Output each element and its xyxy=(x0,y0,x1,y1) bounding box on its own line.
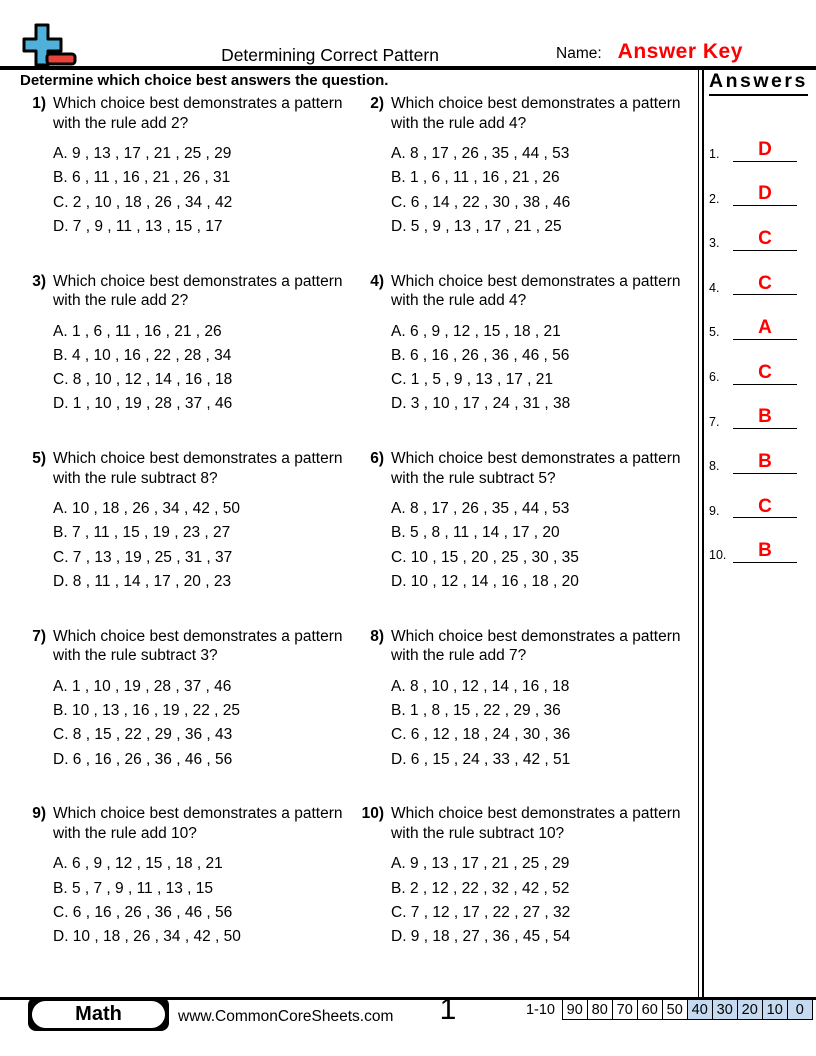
choice-list xyxy=(53,675,355,772)
question-body xyxy=(391,94,693,272)
question-body xyxy=(53,449,355,627)
answer-blank: D xyxy=(733,139,797,162)
score-cell: 20 xyxy=(737,999,764,1020)
choice-option: C. 8 , 15 , 22 , 29 , 36 , 43 xyxy=(53,726,233,744)
question-block xyxy=(20,627,358,805)
score-cell: 10 xyxy=(762,999,789,1020)
name-row xyxy=(556,40,743,64)
choice-option: D. 10 , 12 , 14 , 16 , 18 , 20 xyxy=(391,573,579,591)
choice-list xyxy=(391,675,693,772)
answer-number: 2. xyxy=(709,191,720,206)
question-text: Which choice best demonstrates a pattern with the rule add 10? xyxy=(53,805,343,842)
answer-blank: B xyxy=(733,540,797,563)
score-cell: 0 xyxy=(787,999,814,1020)
answers-panel xyxy=(698,68,816,998)
choice-option: C. 7 , 13 , 19 , 25 , 31 , 37 xyxy=(53,548,233,566)
answer-blank: B xyxy=(733,451,797,474)
question-number: 4) xyxy=(370,272,384,290)
answer-item xyxy=(709,340,816,385)
question-text: Which choice best demonstrates a pattern with the rule add 2? xyxy=(53,272,343,310)
answer-item xyxy=(709,474,816,519)
question-body xyxy=(53,272,355,450)
answer-key-text: Answer Key xyxy=(617,40,743,63)
answer-number: 6. xyxy=(709,370,720,385)
choice-option: B. 6 , 11 , 16 , 21 , 26 , 31 xyxy=(53,169,231,187)
score-grid xyxy=(526,999,813,1020)
question-text: Which choice best demonstrates a pattern with the rule add 4? xyxy=(391,95,681,132)
question-number: 2) xyxy=(370,95,384,112)
choice-list xyxy=(53,142,355,239)
answer-item xyxy=(709,162,816,207)
choice-option: C. 8 , 10 , 12 , 14 , 16 , 18 xyxy=(53,371,233,389)
choice-option: B. 6 , 16 , 26 , 36 , 46 , 56 xyxy=(391,346,570,364)
choice-option: C. 10 , 15 , 20 , 25 , 30 , 35 xyxy=(391,548,579,566)
choice-list xyxy=(391,320,693,417)
worksheet-title: Determining Correct Pattern xyxy=(221,45,439,65)
answer-item xyxy=(709,251,816,296)
choice-option: D. 9 , 18 , 27 , 36 , 45 , 54 xyxy=(391,928,571,946)
subject-badge-label: Math xyxy=(32,1001,165,1028)
minus-icon xyxy=(47,54,75,64)
choice-option: B. 1 , 6 , 11 , 16 , 21 , 26 xyxy=(391,169,560,187)
choice-option: B. 1 , 8 , 15 , 22 , 29 , 36 xyxy=(391,702,561,720)
questions-grid xyxy=(20,94,698,982)
answer-blank: C xyxy=(733,273,797,296)
choice-option: B. 2 , 12 , 22 , 32 , 42 , 52 xyxy=(391,879,570,897)
score-cell: 80 xyxy=(587,999,614,1020)
score-cell: 90 xyxy=(562,999,589,1020)
choice-option: B. 10 , 13 , 16 , 19 , 22 , 25 xyxy=(53,702,240,720)
answer-blank: C xyxy=(733,362,797,385)
question-number: 3) xyxy=(32,272,46,290)
answer-number: 7. xyxy=(709,414,720,429)
choice-option: C. 6 , 12 , 18 , 24 , 30 , 36 xyxy=(391,726,571,744)
answer-number: 9. xyxy=(709,503,720,518)
score-cells xyxy=(563,999,813,1020)
question-text: Which choice best demonstrates a pattern with the rule add 7? xyxy=(391,627,681,665)
choice-list xyxy=(391,852,693,949)
instruction-text: Determine which choice best answers the question. xyxy=(20,72,389,89)
answer-item xyxy=(709,385,816,430)
question-text: Which choice best demonstrates a pattern with the rule subtract 3? xyxy=(53,627,343,665)
choice-option: D. 10 , 18 , 26 , 34 , 42 , 50 xyxy=(53,928,241,946)
score-cell: 70 xyxy=(612,999,639,1020)
answers-content xyxy=(707,68,816,563)
choice-option: B. 5 , 8 , 11 , 14 , 17 , 20 xyxy=(391,524,560,542)
choice-option: A. 6 , 9 , 12 , 15 , 18 , 21 xyxy=(391,322,561,340)
question-body xyxy=(53,627,355,805)
choice-list xyxy=(391,497,693,594)
choice-option: A. 10 , 18 , 26 , 34 , 42 , 50 xyxy=(53,500,240,518)
question-block xyxy=(358,272,696,450)
choice-option: D. 1 , 10 , 19 , 28 , 37 , 46 xyxy=(53,395,233,413)
answer-blank: B xyxy=(733,406,797,429)
choice-option: C. 6 , 14 , 22 , 30 , 38 , 46 xyxy=(391,193,571,211)
question-block xyxy=(20,449,358,627)
score-cell: 40 xyxy=(687,999,714,1020)
question-number: 9) xyxy=(32,805,46,823)
choice-option: C. 1 , 5 , 9 , 13 , 17 , 21 xyxy=(391,371,553,389)
choice-option: D. 6 , 16 , 26 , 36 , 46 , 56 xyxy=(53,750,233,768)
answers-title: Answers xyxy=(709,70,808,96)
website-text: www.CommonCoreSheets.com xyxy=(178,1008,394,1025)
page-number: 1 xyxy=(439,993,457,1026)
choice-option: B. 7 , 11 , 15 , 19 , 23 , 27 xyxy=(53,524,231,542)
question-number: 1) xyxy=(32,95,46,112)
choice-option: D. 6 , 15 , 24 , 33 , 42 , 51 xyxy=(391,750,571,768)
question-body xyxy=(53,94,355,272)
choice-option: A. 9 , 13 , 17 , 21 , 25 , 29 xyxy=(391,855,570,873)
choice-option: A. 6 , 9 , 12 , 15 , 18 , 21 xyxy=(53,855,223,873)
choice-option: D. 7 , 9 , 11 , 13 , 15 , 17 xyxy=(53,217,223,235)
question-body xyxy=(391,627,693,805)
name-label: Name: xyxy=(556,45,602,62)
choice-list xyxy=(391,142,693,239)
choice-option: D. 5 , 9 , 13 , 17 , 21 , 25 xyxy=(391,217,562,235)
answers-list xyxy=(709,117,816,563)
answers-divider-line xyxy=(702,68,704,998)
answer-number: 1. xyxy=(709,147,720,162)
choice-option: D. 3 , 10 , 17 , 24 , 31 , 38 xyxy=(391,395,571,413)
score-range-label: 1-10 xyxy=(525,1001,555,1018)
question-block xyxy=(358,804,696,982)
answer-number: 10. xyxy=(709,548,727,563)
answer-blank: A xyxy=(733,317,797,340)
choice-option: D. 8 , 11 , 14 , 17 , 20 , 23 xyxy=(53,573,232,591)
question-text: Which choice best demonstrates a pattern with the rule subtract 5? xyxy=(391,450,681,487)
answer-blank: D xyxy=(733,183,797,206)
question-block xyxy=(20,804,358,982)
question-body xyxy=(53,804,355,982)
question-block xyxy=(20,94,358,272)
question-number: 7) xyxy=(32,627,46,645)
choice-option: A. 8 , 17 , 26 , 35 , 44 , 53 xyxy=(391,145,570,162)
answer-blank: C xyxy=(733,496,797,519)
choice-option: C. 2 , 10 , 18 , 26 , 34 , 42 xyxy=(53,193,233,211)
choice-option: A. 1 , 6 , 11 , 16 , 21 , 26 xyxy=(53,322,222,340)
answer-item xyxy=(709,295,816,340)
answer-number: 5. xyxy=(709,325,720,340)
question-block xyxy=(20,272,358,450)
question-number: 6) xyxy=(370,450,384,468)
choice-option: B. 5 , 7 , 9 , 11 , 13 , 15 xyxy=(53,879,213,897)
question-block xyxy=(358,627,696,805)
answer-blank: C xyxy=(733,228,797,251)
question-body xyxy=(391,449,693,627)
answer-item xyxy=(709,206,816,251)
question-block xyxy=(358,94,696,272)
score-cell: 30 xyxy=(712,999,739,1020)
plus-minus-logo-icon xyxy=(22,23,78,67)
question-text: Which choice best demonstrates a pattern with the rule subtract 8? xyxy=(53,450,343,487)
choice-option: A. 1 , 10 , 19 , 28 , 37 , 46 xyxy=(53,677,232,695)
choice-list xyxy=(53,320,355,417)
choice-option: A. 9 , 13 , 17 , 21 , 25 , 29 xyxy=(53,145,232,162)
question-number: 8) xyxy=(370,627,384,645)
answer-number: 8. xyxy=(709,459,720,474)
score-cell: 60 xyxy=(637,999,664,1020)
choice-option: C. 6 , 16 , 26 , 36 , 46 , 56 xyxy=(53,903,233,921)
choice-option: C. 7 , 12 , 17 , 22 , 27 , 32 xyxy=(391,903,571,921)
question-body xyxy=(391,804,693,982)
answer-item xyxy=(709,518,816,563)
score-cell: 50 xyxy=(662,999,689,1020)
choice-option: A. 8 , 10 , 12 , 14 , 16 , 18 xyxy=(391,677,570,695)
question-number: 10) xyxy=(361,805,384,823)
answer-item xyxy=(709,117,816,162)
subject-badge xyxy=(28,997,169,1031)
question-text: Which choice best demonstrates a pattern with the rule add 2? xyxy=(53,95,343,132)
answer-number: 3. xyxy=(709,236,720,251)
choice-list xyxy=(53,497,355,594)
answer-item xyxy=(709,429,816,474)
question-body xyxy=(391,272,693,450)
question-text: Which choice best demonstrates a pattern with the rule subtract 10? xyxy=(391,805,681,842)
question-number: 5) xyxy=(32,450,46,468)
choice-option: A. 8 , 17 , 26 , 35 , 44 , 53 xyxy=(391,500,570,518)
choice-option: B. 4 , 10 , 16 , 22 , 28 , 34 xyxy=(53,346,232,364)
answer-number: 4. xyxy=(709,280,720,295)
question-text: Which choice best demonstrates a pattern with the rule add 4? xyxy=(391,272,681,310)
question-block xyxy=(358,449,696,627)
header-rule xyxy=(0,66,816,70)
choice-list xyxy=(53,852,355,949)
